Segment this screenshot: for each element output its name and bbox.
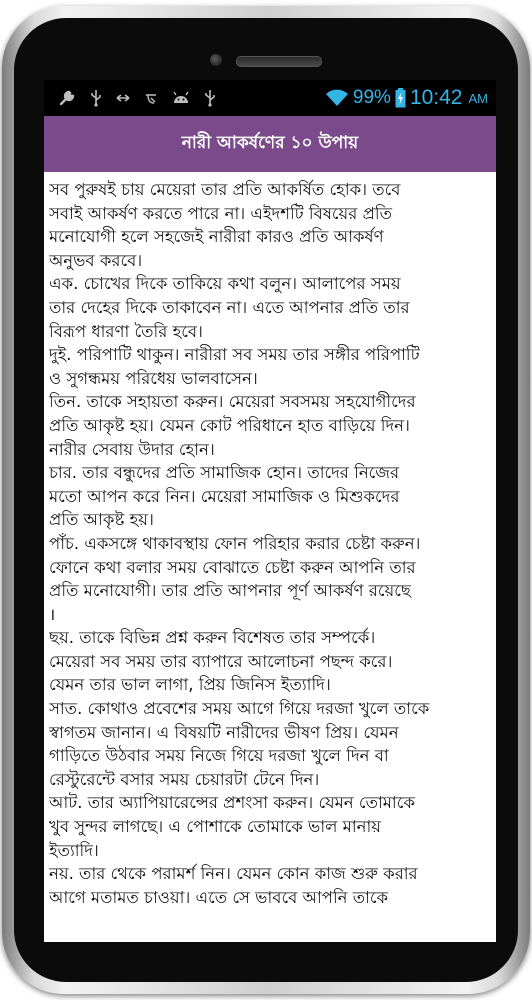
article-line: অনুভব করবে। [49,250,143,270]
page-title: নারী আকর্ষণের ১০ উপায় [181,133,359,153]
article-line: সাত. কোথাও প্রবেশের সময় আগে গিয়ে দরজা খুলে তাকে [49,699,430,719]
article-line: দুই. পরিপাটি থাকুন। নারীরা সব সময় তার সঙ্গীর পরিপাটি [49,345,420,365]
article-line: মনোযোগী হলে সহজেই নারীরা কারও প্রতি আকর্ষণ [49,227,384,247]
article-line: চার. তার বন্ধুদের প্রতি সামাজিক হোন। তাদের নিজের [49,463,400,483]
article-scroll-area[interactable] [44,172,496,942]
article-line: । [49,604,56,624]
code-icon [116,93,130,103]
article-line: গাড়িতে উঠবার সময় নিজে গিয়ে দরজা খুলে দিন বা [49,746,389,766]
earpiece-speaker [236,56,322,67]
article-line: যেমন তার ভাল লাগা, প্রিয় জিনিস ইত্যাদি। [49,675,331,695]
article-line: মতো আপন করে নিন। মেয়েরা সামাজিক ও মিশুকদের [49,486,400,506]
screen [44,80,496,942]
article-line: ছয়. তাকে বিভিন্ন প্রশ্ন করুন বিশেষত তার সম্পর্কে। [49,628,376,648]
article-line: ইত্যাদি। [49,840,99,860]
clock-time: 10:42 [409,86,463,109]
article-line: আগে মতামত চাওয়া। এতে সে ভাববে আপনি তাকে [49,887,389,907]
usb-icon [90,89,102,107]
article-line: ও সুগন্ধময় পরিধেয় ভালবাসেন। [49,368,258,388]
article-line: সব পুরুষই চায় মেয়েরা তার প্রতি আকর্ষিত হোক। তবে [49,180,401,199]
article-line: পাঁচ. একসঙ্গে থাকাবস্থায় ফোন পরিহার করার চেষ্টা করুন। [49,533,421,553]
text-icon [144,91,158,105]
android-icon [172,91,190,105]
front-camera [210,54,222,66]
article-line: প্রতি আকৃষ্ট হয়। [49,510,154,530]
title-bar [44,116,496,172]
system-status [325,86,496,110]
article-line: নয়. তার থেকে পরামর্শ নিন। যেমন কোন কাজ শুরু করার [49,864,418,884]
article-line: রেস্টুরেন্টে বসার সময় চেয়ারটা টেনে দিন। [49,769,320,789]
clock-ampm: AM [468,90,488,106]
article-line: স্বাগতম জানান। এ বিষয়টি নারীদের ভীষণ প্রিয়। যেমন [49,722,399,742]
article-line: নারীর সেবায় উদার হোন। [49,439,215,459]
article-line: সবাই আকর্ষণ করতে পারে না। এইদশটি বিষয়ের প্রতি [49,203,393,223]
wifi-icon [325,89,349,107]
article-line: প্রতি আকৃষ্ট হয়। যেমন কোট পরিধানে হাত বাড়িয়ে দিন। [49,415,410,435]
article-line: মেয়েরা সব সময় তার ব্যাপারে আলোচনা পছন্দ করে। [49,651,393,671]
notification-icons [44,89,216,107]
wrench-icon [58,89,76,107]
article-line: প্রতি মনোযোগী। তার প্রতি আপনার পূর্ণ আকর্ষণ রয়েছে [49,581,411,601]
battery-percent: 99% [352,87,391,108]
article-text [44,172,496,909]
article-line: আট. তার অ্যাপিয়ারেন্সের প্রশংসা করুন। যেমন তোমাকে [49,793,415,813]
article-line: এক. চোখের দিকে তাকিয়ে কথা বলুন। আলাপের সময় [49,274,401,294]
article-line: বিরূপ ধারণা তৈরি হবে। [49,321,203,341]
status-bar [44,80,496,116]
article-line: তার দেহের দিকে তাকাবেন না। এতে আপনার প্রতি তার [49,297,410,317]
article-line: তিন. তাকে সহায়তা করুন। মেয়েরা সবসময় সহযোগীদের [49,392,416,412]
usb-icon [204,89,216,107]
battery-charging-icon [395,88,406,108]
article-line: ফোনে কথা বলার সময় বোঝাতে চেষ্টা করুন আপনি তার [49,557,416,577]
article-line: খুব সুন্দর লাগছে। এ পোশাকে তোমাকে ভাল মানায় [49,817,381,837]
